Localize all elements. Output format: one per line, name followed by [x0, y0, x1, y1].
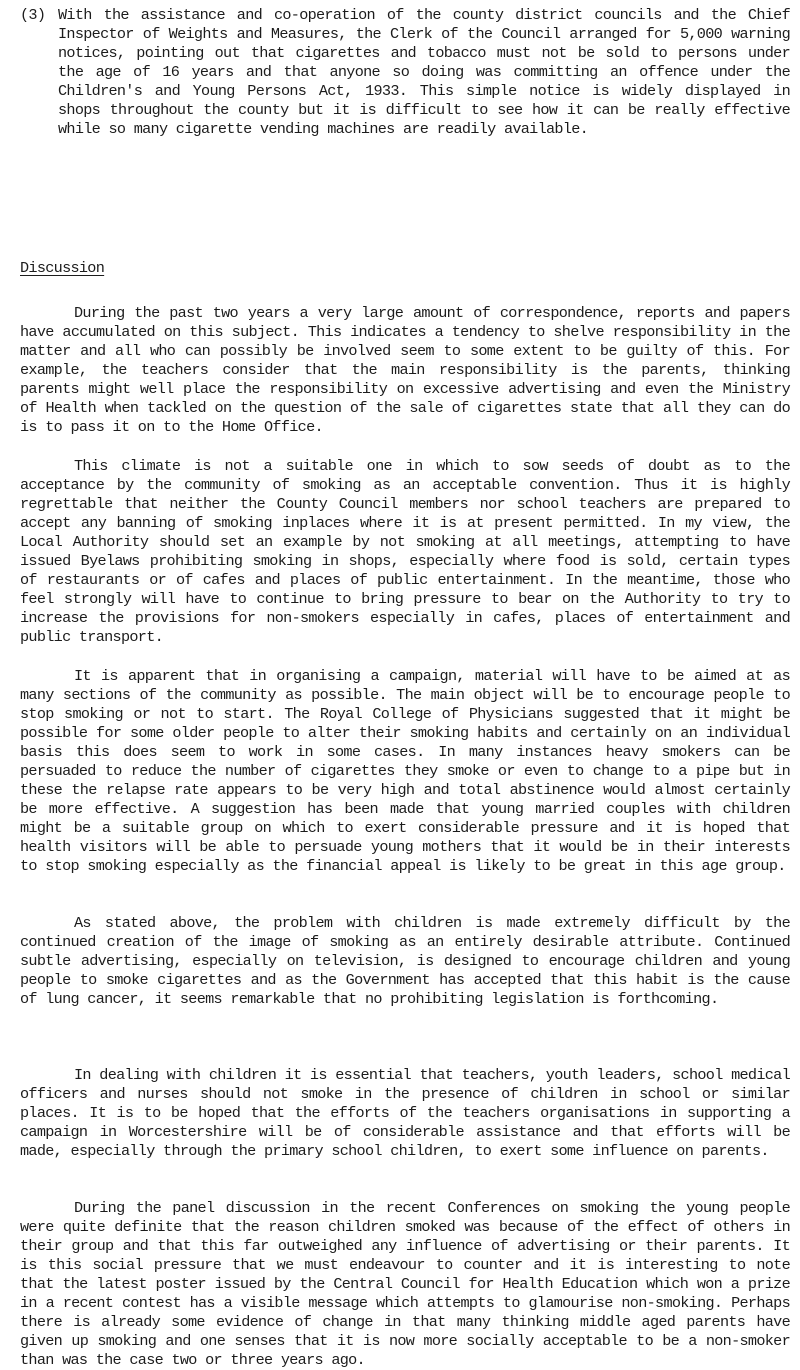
item-text: With the assistance and co-operation of the county district councils and the Chief Inspector of Weights and Measures, the Clerk of the Council arranged for 5,000 warning notices, pointing out that cigarettes and tobacco must not be sold to persons under the age of 16 years and that anyone so doing was committing an offence under the Children's and Young Persons Act, 1933. This simple notice is widely displayed in shops throughout the county but it is difficult to see how it can be really effective while so many cigarette vending machines are readily available.: [58, 6, 790, 138]
paragraph-teachers: In dealing with children it is essential that teachers, youth leaders, school medical officers and nurses should not smoke in the presence of children in school or similar places. It is to be hoped that the efforts of the teachers organisations in supporting a campaign in Worcestershire will be of considerable assistance and that efforts will be made, especially through the primary school children, to exert some influence on parents.: [20, 1066, 790, 1160]
numbered-item-3: [20, 6, 790, 139]
paragraph-climate: This climate is not a suitable one in which to sow seeds of doubt as to the acceptance by the community of smoking as an acceptable convention. Thus it is highly regrettable that neither the County Council members nor school teachers are prepared to accept any banning of smoking inplaces where it is at present permitted. In my view, the Local Authority should set an example by not smoking at all meetings, attempting to have issued Byelaws prohibiting smoking in shops, especially where food is sold, certain types of restaurants or of cafes and places of public entertainment. In the meantime, those who feel strongly will have to continue to bring pressure to bear on the Authority to try to increase the provisions for non-smokers especially in cafes, places of entertainment and public transport.: [20, 457, 790, 646]
paragraph-panel-discussion: During the panel discussion in the recent Conferences on smoking the young people were quite definite that the reason children smoked was because of the effect of others in their group and that this far outweighed any influence of advertising or their parents. It is this social pressure that we must endeavour to counter and it is interesting to note that the latest poster issued by the Central Council for Health Education which won a prize in a recent contest has a visible message which attempts to glamourise non-smoking. Perhaps there is already some evidence of change in that many thinking middle aged parents have given up smoking and one senses that it is now more socially acceptable to be a non-smoker than was the case two or three years ago.: [20, 1199, 790, 1369]
paragraph-campaign: It is apparent that in organising a campaign, material will have to be aimed at as many sections of the community as possible. The main object will be to encourage people to stop smoking or not to start. The Royal College of Physicians suggested that it might be possible for some older people to alter their smoking habits and certainly on an individual basis this does seem to work in some cases. In many instances heavy smokers can be persuaded to reduce the number of cigarettes they smoke or even to change to a pipe but in these the relapse rate appears to be very high and total abstinence would almost certainly be more effective. A suggestion has been made that young married couples with children might be a suitable group on which to exert considerable pressure and it is hoped that health visitors will be able to persuade young mothers that it would be in their interests to stop smoking especially as the financial appeal is likely to be great in this age group.: [20, 667, 790, 875]
paragraph-children-problem: As stated above, the problem with children is made extremely difficult by the continued creation of the image of smoking as an entirely desirable attribute. Continued subtle advertising, especially on television, is designed to encourage children and young people to smoke cigarettes and as the Government has accepted that this habit is the cause of lung cancer, it seems remarkable that no prohibiting legislation is forthcoming.: [20, 914, 790, 1008]
paragraph-responsibility: During the past two years a very large amount of correspondence, reports and papers have accumulated on this subject. This indicates a tendency to shelve responsibility in the matter and all who can possibly be involved seem to some extent to be guilty of this. For example, the teachers consider that the main responsibility is the parents, thinking parents might well place the responsibility on excessive advertising and even the Ministry of Health when tackled on the question of the sale of cigarettes state that all they can do is to pass it on to the Home Office.: [20, 304, 790, 436]
section-heading-discussion: Discussion: [20, 259, 105, 277]
item-number: (3): [20, 6, 46, 24]
